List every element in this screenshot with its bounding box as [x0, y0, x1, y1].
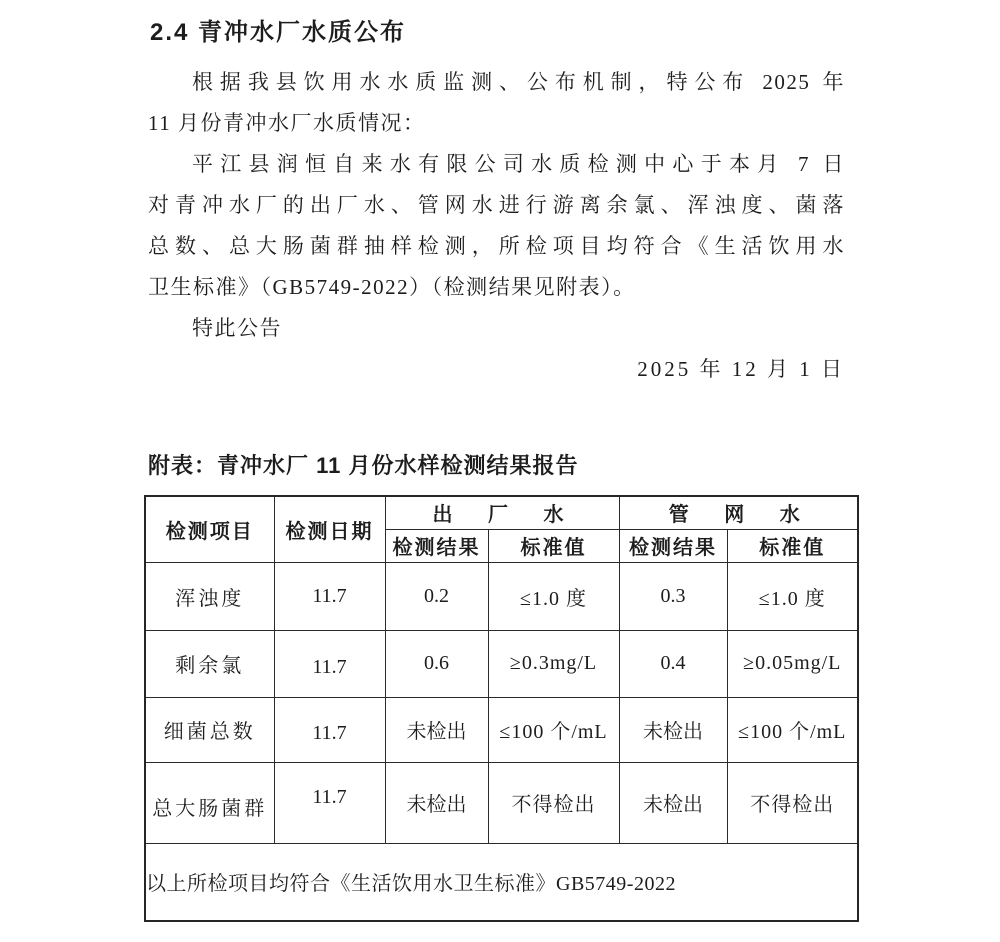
- cell-pipe-result: 0.3: [619, 562, 727, 630]
- cell-pipe-result: 0.4: [619, 630, 727, 697]
- table-row: [145, 697, 858, 762]
- cell-item: 剩余氯: [145, 630, 274, 697]
- cell-factory-standard: 不得检出: [488, 762, 619, 843]
- header-factory-standard: 标准值: [488, 529, 619, 562]
- table-row: [145, 762, 858, 843]
- cell-factory-result: 未检出: [385, 762, 488, 843]
- cell-date: 11.7: [274, 757, 385, 838]
- header-pipe-result: 检测结果: [619, 529, 727, 562]
- table-row: [145, 630, 858, 697]
- paragraph-line: 总数、总大肠菌群抽样检测，所检项目均符合《生活饮用水: [148, 234, 845, 258]
- cell-item: 浑浊度: [145, 562, 274, 630]
- cell-factory-standard: ≤100 个/mL: [488, 697, 619, 762]
- paragraph-line: 11 月份青冲水厂水质情况：: [148, 111, 426, 135]
- cell-date: 11.7: [274, 701, 385, 766]
- cell-pipe-standard: ≥0.05mg/L: [727, 630, 858, 697]
- header-pipe-water: 管 网 水: [619, 496, 858, 529]
- announcement-body: [148, 62, 845, 390]
- cell-pipe-standard: 不得检出: [727, 762, 858, 843]
- cell-factory-result: 未检出: [385, 697, 488, 762]
- header-factory-result: 检测结果: [385, 529, 488, 562]
- table-row: [145, 562, 858, 630]
- paragraph-line: 根据我县饮用水水质监测、公布机制，特公布 2025 年: [192, 70, 845, 94]
- cell-pipe-result: 未检出: [619, 762, 727, 843]
- attachment-title: 附表：青冲水厂 11 月份水样检测结果报告: [148, 453, 579, 478]
- cell-item: 细菌总数: [145, 697, 274, 762]
- cell-item: 总大肠菌群: [145, 766, 274, 847]
- paragraph-line: 对青冲水厂的出厂水、管网水进行游离余氯、浑浊度、菌落: [148, 193, 845, 217]
- cell-date: 11.7: [274, 634, 385, 701]
- table-note: 以上所检项目均符合《生活饮用水卫生标准》GB5749-2022: [145, 843, 858, 921]
- header-pipe-standard: 标准值: [727, 529, 858, 562]
- issue-date: 2025 年 12 月 1 日: [637, 357, 845, 381]
- cell-pipe-result: 未检出: [619, 697, 727, 762]
- closing-statement: 特此公告: [192, 316, 282, 340]
- header-test-item: 检测项目: [145, 496, 274, 562]
- cell-factory-standard: ≤1.0 度: [488, 562, 619, 630]
- cell-factory-standard: ≥0.3mg/L: [488, 630, 619, 697]
- section-title: 2.4 青冲水厂水质公布: [150, 19, 407, 46]
- paragraph-line: 平江县润恒自来水有限公司水质检测中心于本月 7 日: [192, 152, 845, 176]
- cell-factory-result: 0.2: [385, 562, 488, 630]
- cell-date: 11.7: [274, 562, 385, 630]
- cell-pipe-standard: ≤100 个/mL: [727, 697, 858, 762]
- cell-pipe-standard: ≤1.0 度: [727, 562, 858, 630]
- header-test-date: 检测日期: [274, 496, 385, 562]
- paragraph-line: 卫生标准》（GB5749-2022）（检测结果见附表）。: [148, 275, 636, 299]
- water-quality-results-table: [144, 495, 859, 922]
- header-factory-water: 出 厂 水: [385, 496, 619, 529]
- cell-factory-result: 0.6: [385, 630, 488, 697]
- table-note-row: [145, 843, 858, 921]
